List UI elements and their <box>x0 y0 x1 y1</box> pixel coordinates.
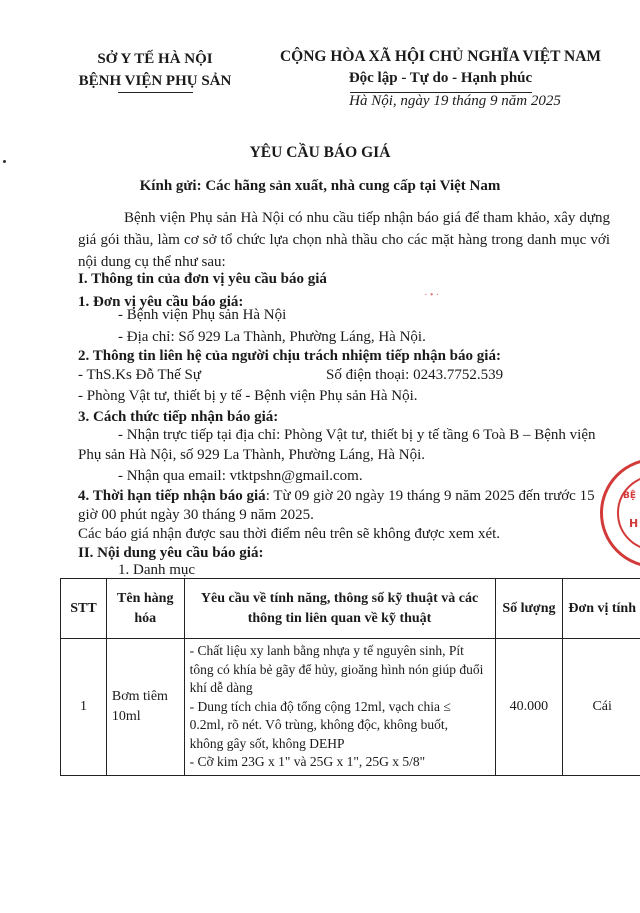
spec-line: không gây sốt, không DEHP <box>189 735 345 751</box>
table-header-row <box>61 579 640 639</box>
item-4-line-1 <box>78 486 595 506</box>
spec-line: tông có khía bẻ gãy để hủy, gioăng hình nón giúp đuổi <box>189 661 484 677</box>
item-3-heading: 3. Cách thức tiếp nhận báo giá: <box>78 409 279 425</box>
ink-specks: · • · <box>424 290 440 301</box>
header-spec: Yêu cầu về tính năng, thông số kỹ thuật và các thông tin liên quan về kỹ thuật <box>184 579 495 639</box>
cell-name: Bơm tiêm 10ml <box>106 639 184 776</box>
document-date: Hà Nội, ngày 19 tháng 9 năm 2025 <box>349 93 561 109</box>
national-name: CỘNG HÒA XÃ HỘI CHỦ NGHĨA VIỆT NAM <box>279 48 602 65</box>
item-4-text-1: : Từ 09 giờ 20 ngày 19 tháng 9 năm 2025 đến trước 15 <box>265 488 595 504</box>
item-1-unit: - Bệnh viện Phụ sản Hà Nội <box>118 307 287 323</box>
document-title: YÊU CẦU BÁO GIÁ <box>249 144 391 161</box>
item-2-person: - ThS.Ks Đỗ Thế Sự <box>78 367 202 383</box>
spec-line: khí dễ dàng <box>189 680 253 695</box>
cell-stt: 1 <box>61 639 107 776</box>
item-2-department: - Phòng Vật tư, thiết bị y tế - Bệnh viện Phụ sản Hà Nội. <box>78 388 418 404</box>
national-header <box>268 46 613 88</box>
item-1-address: - Địa chỉ: Số 929 La Thành, Phường Láng, Hà Nội. <box>118 329 426 345</box>
cell-spec <box>184 639 495 776</box>
item-3-email: - Nhận qua email: vtktpshn@gmail.com. <box>118 468 363 484</box>
header-qty: Số lượng <box>495 579 563 639</box>
issuer-underline <box>118 92 193 93</box>
section-2-heading: II. Nội dung yêu cầu báo giá: <box>78 545 264 561</box>
issuer-hospital: BỆNH VIỆN PHỤ SẢN <box>78 73 232 89</box>
header-name: Tên hàng hóa <box>106 579 184 639</box>
stamp-inner-ring <box>617 475 640 551</box>
stamp-text-1: BỆ <box>623 491 637 501</box>
item-2-phone: Số điện thoại: 0243.7752.539 <box>326 367 504 383</box>
issuer-block <box>60 48 250 92</box>
recipient-line: Kính gửi: Các hãng sản xuất, nhà cung cấp tại Việt Nam <box>139 178 501 194</box>
item-1-heading: 1. Đơn vị yêu cầu báo giá: <box>78 294 244 310</box>
intro-paragraph: Bệnh viện Phụ sản Hà Nội có nhu cầu tiếp nhận báo giá để tham khảo, xây dựng giá gói thầu, làm cơ sở tổ chức lựa chọn nhà thầu cho các mặt hàng trong danh mục với nội dung cụ thể như sau: <box>78 210 610 270</box>
item-4-note: Các báo giá nhận được sau thời điểm nêu trên sẽ không được xem xét. <box>78 526 501 542</box>
section-2-sub-1: 1. Danh mục <box>118 562 196 578</box>
header-unit: Đơn vị tính <box>563 579 640 639</box>
item-4-line-2: giờ 00 phút ngày 30 tháng 9 năm 2025. <box>78 507 314 523</box>
items-table <box>60 578 640 776</box>
table-row <box>61 639 640 776</box>
issuer-department: SỞ Y TẾ HÀ NỘI <box>97 51 213 67</box>
item-3-direct-1: - Nhận trực tiếp tại địa chỉ: Phòng Vật tư, thiết bị y tế tầng 6 Toà B – Bệnh viện <box>118 427 596 443</box>
header-stt: STT <box>61 579 107 639</box>
item-2-heading: 2. Thông tin liên hệ của người chịu trách nhiệm tiếp nhận báo giá: <box>78 348 501 364</box>
spec-line: - Cỡ kim 23G x 1" và 25G x 1", 25G x 5/8" <box>189 754 426 769</box>
national-motto: Độc lập - Tự do - Hạnh phúc <box>348 70 533 86</box>
spec-line: - Dung tích chia độ tổng cộng 12ml, vạch chia ≤ <box>189 698 451 714</box>
spec-line: - Chất liệu xy lanh bằng nhựa y tế nguyên sinh, Pít <box>189 643 464 658</box>
cell-qty: 40.000 <box>495 639 563 776</box>
section-1-heading: I. Thông tin của đơn vị yêu cầu báo giá <box>78 271 327 287</box>
cell-unit: Cái <box>563 639 640 776</box>
item-3-direct-2: Phụ sản Hà Nội, số 929 La Thành, Phường Láng, Hà Nội. <box>78 447 425 463</box>
spec-line: 0.2ml, rõ nét. Vô trùng, không độc, không buốt, <box>189 717 449 732</box>
item-4-heading: 4. Thời hạn tiếp nhận báo giá <box>78 488 266 504</box>
stamp-text-2: H <box>629 517 639 530</box>
official-stamp <box>600 458 640 568</box>
